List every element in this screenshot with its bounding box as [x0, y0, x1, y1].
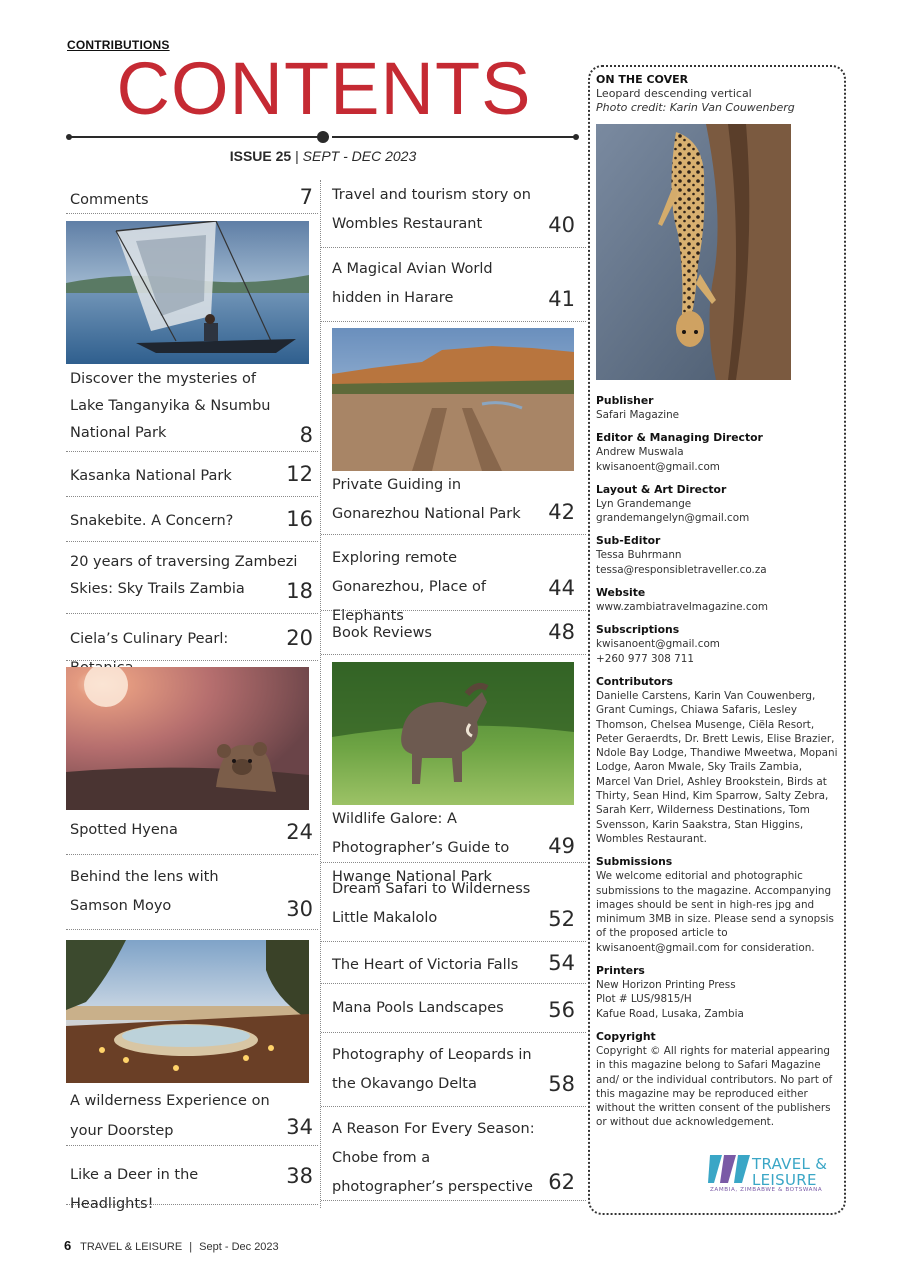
masthead-block [596, 431, 838, 474]
toc-entry-title: Book Reviews [332, 625, 432, 641]
toc-entry-title: Exploring remote Gonarezhou, Place of Elephants [332, 550, 486, 624]
masthead-text: New Horizon Printing Press [596, 979, 736, 992]
toc-entry-page: 49 [548, 834, 575, 858]
masthead-email[interactable]: tessa@responsibletraveller.co.za [596, 563, 767, 576]
issue-number: ISSUE 25 [229, 148, 292, 164]
logo-text-line2: LEISURE [752, 1171, 817, 1189]
masthead-heading: Printers [596, 964, 645, 978]
issue-date: SEPT - DEC 2023 [302, 148, 417, 164]
logo-tagline: ZAMBIA, ZIMBABWE & BOTSWANA [710, 1187, 823, 1193]
toc-entry-title: Photography of Leopards in the Okavango Delta [332, 1047, 532, 1092]
toc-entry-page: 44 [548, 576, 575, 600]
masthead-heading: Submissions [596, 855, 673, 869]
toc-entry[interactable] [66, 497, 318, 542]
website-link[interactable]: www.zambiatravelmagazine.com [596, 601, 769, 614]
toc-entry-title: Ciela’s Culinary Pearl: [70, 631, 229, 647]
toc-entry-title: Comments [70, 192, 149, 208]
toc-entry[interactable] [66, 452, 318, 497]
toc-entry-title: A Reason For Every Season: Chobe from a photographer’s perspective [332, 1121, 535, 1195]
section-label: CONTRIBUTIONS [67, 38, 170, 52]
lake-tanganyika-photo [66, 221, 309, 364]
masthead-heading: Sub-Editor [596, 534, 661, 548]
toc-entry[interactable] [321, 180, 586, 248]
cover-credit: Photo credit: Karin Van Couwenberg [596, 101, 795, 114]
toc-entry[interactable] [321, 471, 586, 535]
masthead-block [596, 623, 838, 666]
toc-entry-title: Like a Deer in the Headlights! [70, 1167, 199, 1212]
toc-entry[interactable] [321, 1033, 586, 1107]
masthead-heading: Layout & Art Director [596, 482, 727, 496]
toc-entry-title: Snakebite. A Concern? [70, 513, 234, 529]
toc-entry-page: 62 [548, 1170, 575, 1194]
toc-entry[interactable] [321, 805, 586, 885]
toc-entry-page: 41 [548, 287, 575, 311]
masthead-heading: Publisher [596, 394, 654, 407]
toc-entry[interactable] [321, 535, 586, 624]
toc-entry-page: 38 [286, 1164, 313, 1188]
masthead-block [596, 1030, 838, 1130]
issue-separator: | [295, 148, 299, 164]
toc-entry-page: 16 [286, 507, 313, 531]
toc-entry-page: 54 [548, 951, 575, 975]
toc-entry[interactable] [321, 611, 586, 655]
toc-entry-page: 34 [286, 1115, 313, 1139]
masthead-block [596, 586, 838, 614]
toc-entry-page: 8 [299, 423, 313, 447]
masthead-block [596, 534, 838, 577]
masthead-block [596, 483, 838, 526]
toc-entry[interactable] [66, 614, 318, 661]
toc-entry-title: Private Guiding in Gonarezhou National Park [332, 477, 521, 522]
toc-entry[interactable] [66, 542, 318, 614]
masthead-text: Andrew Muswala [596, 446, 684, 459]
masthead-email[interactable]: kwisanoent@gmail.com [596, 638, 720, 651]
toc-entry-page: 24 [286, 820, 313, 844]
issue-line [67, 148, 579, 164]
toc-entry-page: 40 [548, 213, 575, 237]
masthead-email[interactable]: grandemangelyn@gmail.com [596, 512, 750, 525]
masthead-heading: Contributors [596, 674, 673, 688]
toc-entry-page: 30 [286, 897, 313, 921]
page-title: CONTENTS [116, 47, 532, 130]
masthead-block [596, 675, 838, 846]
masthead-text: Safari Magazine [596, 409, 680, 421]
toc-entry[interactable] [321, 984, 586, 1033]
toc-entry-title: Spotted Hyena [70, 822, 178, 838]
toc-entry[interactable] [66, 855, 318, 930]
masthead-panel [588, 65, 846, 1215]
toc-entry-title: 20 years of traversing Zambezi Skies: Sky Trails Zambia [70, 554, 298, 597]
wilderness-deck-photo [66, 940, 309, 1083]
toc-entry[interactable] [66, 1084, 318, 1146]
masthead-text: Lyn Grandemange [596, 497, 692, 510]
masthead-text: Plot # LUS/9815/H [596, 993, 692, 1006]
toc-entry[interactable] [321, 863, 586, 942]
cover-leopard-photo [596, 124, 791, 380]
toc-entry-title: Mana Pools Landscapes [332, 1000, 504, 1016]
masthead-text: Kafue Road, Lusaka, Zambia [596, 1007, 744, 1020]
toc-entry-title: A Magical Avian World hidden in Harare [332, 261, 493, 306]
toc-entry-title: Travel and tourism story on Wombles Restaurant [332, 187, 531, 232]
toc-entry[interactable] [66, 1146, 318, 1212]
toc-entry-title: The Heart of Victoria Falls [332, 957, 519, 973]
masthead-phone[interactable]: +260 977 308 711 [596, 652, 694, 665]
masthead-list [596, 394, 838, 1130]
masthead-text: Tessa Buhrmann [596, 549, 682, 562]
footer-date: Sept - Dec 2023 [199, 1241, 279, 1253]
page-footer [64, 1238, 279, 1253]
toc-entry-page: 56 [548, 998, 575, 1022]
travel-leisure-logo [708, 1153, 832, 1199]
toc-entry[interactable] [66, 180, 318, 214]
toc-entry-page: 52 [548, 907, 575, 931]
masthead-block [596, 964, 838, 1021]
toc-entry-page: 7 [299, 185, 313, 209]
toc-entry-page: 42 [548, 500, 575, 524]
masthead-text: Copyright © All rights for material appearing in this magazine belong to Safari Magazine and/ or the individual contributors. No part of this magazine may be reproduced either without the written consent of the publishers or without due acknowledgement. [596, 1044, 833, 1129]
toc-entry-title: Wildlife Galore: A Photographer’s Guide to Hwange National Park [332, 811, 510, 885]
toc-entry[interactable] [66, 366, 318, 452]
masthead-heading: Editor & Managing Director [596, 431, 763, 445]
footer-separator: | [189, 1241, 193, 1253]
logo-text-line1: TRAVEL & [752, 1155, 828, 1173]
contents-right-column [320, 180, 586, 1208]
toc-entry-page: 58 [548, 1072, 575, 1096]
toc-entry-title: Kasanka National Park [70, 468, 232, 484]
toc-entry[interactable] [321, 942, 586, 984]
toc-entry-page: 20 [286, 626, 313, 650]
masthead-heading: Subscriptions [596, 623, 680, 637]
masthead-block [596, 855, 838, 955]
warthog-photo [332, 662, 574, 805]
masthead-text: We welcome editorial and photographic submissions to the magazine. Accompanying images should be sent in high-res jpg and minimum 3MB in size. Please send a synopsis of the proposed article to kwisanoent@gmail.com for consideration. [596, 870, 834, 954]
toc-entry-title: Dream Safari to Wilderness Little Makalolo [332, 881, 531, 926]
masthead-heading: Website [596, 586, 646, 600]
toc-entry-page: 48 [548, 620, 575, 644]
toc-entry[interactable] [321, 248, 586, 322]
gonarezhou-photo [332, 328, 574, 471]
contents-left-column [66, 180, 318, 1212]
toc-entry-page: 12 [286, 462, 313, 486]
masthead-heading: Copyright [596, 1029, 656, 1043]
toc-entry[interactable] [66, 810, 318, 855]
toc-entry-title: A wilderness Experience on your Doorstep [70, 1093, 270, 1139]
cover-heading: ON THE COVER [596, 73, 689, 86]
toc-entry-title: Discover the mysteries of Lake Tanganyika & Nsumbu National Park [70, 371, 271, 441]
toc-entry-page: 18 [286, 579, 313, 603]
logo-mark-icon [708, 1153, 752, 1187]
spotted-hyena-photo [66, 667, 309, 810]
masthead-email[interactable]: kwisanoent@gmail.com [596, 460, 720, 473]
page-number: 6 [64, 1238, 72, 1253]
toc-entry-title: Behind the lens with Samson Moyo [70, 869, 219, 914]
masthead-block [596, 394, 838, 422]
footer-publication: TRAVEL & LEISURE [80, 1241, 183, 1253]
cover-caption: Leopard descending vertical [596, 87, 752, 100]
toc-entry[interactable] [321, 1107, 586, 1201]
masthead-text: Danielle Carstens, Karin Van Couwenberg, Grant Cumings, Chiawa Safaris, Lesley Thomson, Chelsea Musenge, Ciëla Resort, Peter Geraerdts, Dr. Brett Lewis, Elise Brazier, Ndole Bay Lodge, Thandiwe Mweetwa, Mopani Lodge, Aaron Mwale, Sky Trails Zambia, Marcel Van Driel, Ashley Brookstein, Birds at Thirty, Sean Hind, Kim Sparrow, Salty Zebra, Sarah Kerr, Wilderness Destinations, Tom Svensson, Karin Saakstra, Stan Higgins, Wombles Restaurant. [596, 689, 838, 845]
